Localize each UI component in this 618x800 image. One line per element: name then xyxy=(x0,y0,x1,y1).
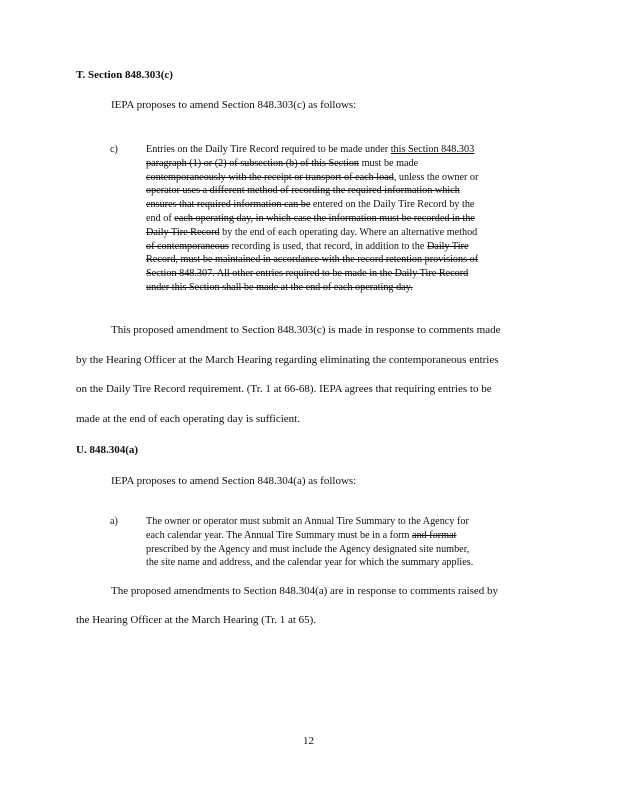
section-u-intro: IEPA proposes to amend Section 848.304(a) as follows: xyxy=(111,475,357,487)
quoted-text-run: the site name and address, and the calendar year for which the summary applies. xyxy=(146,557,474,569)
deleted-text: each operating day, in which case the information must be recorded in the xyxy=(174,212,475,224)
quoted-text-run: prescribed by the Agency and must include the Agency designated site number, xyxy=(146,543,470,555)
deleted-text: Record, must be maintained in accordance with the record retention provisions of xyxy=(146,254,479,266)
section-t-quoted-text xyxy=(146,143,546,295)
quoted-text-run: end of xyxy=(146,212,175,224)
section-t-heading: T. Section 848.303(c) xyxy=(76,69,173,81)
quoted-text-line xyxy=(146,529,546,543)
deleted-text: Daily Tire xyxy=(426,240,469,252)
deleted-text: Daily Tire Record xyxy=(146,226,220,238)
quoted-text-run: each calendar year. The Annual Tire Summary must be in a form xyxy=(146,529,413,541)
quoted-text-line xyxy=(146,556,546,570)
quoted-text-run: by the end of each operating day. Where an alternative method xyxy=(219,226,478,238)
quoted-text-run: Entries on the Daily Tire Record required to be made under xyxy=(146,144,391,155)
quoted-text-run: must be made xyxy=(359,157,419,169)
section-u-paragraph-line: the Hearing Officer at the March Hearing (Tr. 1 at 65). xyxy=(76,614,317,626)
quoted-text-line xyxy=(146,543,546,557)
quoted-text-line xyxy=(146,281,546,295)
quoted-text-run: recording is used, that record, in addition to the xyxy=(228,240,427,252)
quoted-text-line xyxy=(146,515,546,529)
quoted-text-line xyxy=(146,212,546,226)
section-u-heading: U. 848.304(a) xyxy=(76,444,139,456)
section-t-paragraph-line: by the Hearing Officer at the March Hearing regarding eliminating the contemporaneous entries xyxy=(76,354,499,366)
section-t-item-marker: c) xyxy=(110,144,118,155)
deleted-text: contemporaneously with the receipt or transport of each load xyxy=(146,171,394,183)
quoted-text-line xyxy=(146,171,546,185)
section-u-paragraph-line: The proposed amendments to Section 848.304(a) are in response to comments raised by xyxy=(111,585,499,597)
deleted-text: ensures that required information can be xyxy=(146,199,311,211)
quoted-text-line xyxy=(146,198,546,212)
section-t-paragraph-line: made at the end of each operating day is sufficient. xyxy=(76,413,300,425)
deleted-text: operator uses a different method of recording the required information which xyxy=(146,185,460,197)
deleted-text: and format xyxy=(412,529,457,541)
quoted-text-line xyxy=(146,267,546,281)
section-u-item-marker: a) xyxy=(110,516,118,527)
deleted-text: of contemporaneous xyxy=(146,240,229,252)
quoted-text-line xyxy=(146,253,546,267)
quoted-text-line xyxy=(146,226,546,240)
quoted-text-run: , unless the owner or xyxy=(393,171,479,183)
deleted-text: under this Section shall be made at the end of each operating day. xyxy=(146,281,413,293)
inserted-text: this Section 848.303 xyxy=(390,144,475,155)
deleted-text: Section 848.307. All other entries required to be made in the Daily Tire Record xyxy=(146,268,469,280)
page-number: 12 xyxy=(303,735,314,747)
quoted-text-run: entered on the Daily Tire Record by the xyxy=(310,199,475,211)
quoted-text-line xyxy=(146,240,546,254)
section-t-paragraph-line: This proposed amendment to Section 848.303(c) is made in response to comments made xyxy=(111,324,501,336)
section-t-intro: IEPA proposes to amend Section 848.303(c) as follows: xyxy=(111,99,357,111)
section-u-quoted-text xyxy=(146,515,546,570)
quoted-text-line xyxy=(146,143,546,157)
quoted-text-line xyxy=(146,184,546,198)
quoted-text-line xyxy=(146,157,546,171)
quoted-text-run: The owner or operator must submit an Annual Tire Summary to the Agency for xyxy=(146,516,469,527)
deleted-text: paragraph (1) or (2) of subsection (b) of this Section xyxy=(146,157,360,169)
section-t-paragraph-line: on the Daily Tire Record requirement. (Tr. 1 at 66-68). IEPA agrees that requiring entries to be xyxy=(76,383,492,395)
